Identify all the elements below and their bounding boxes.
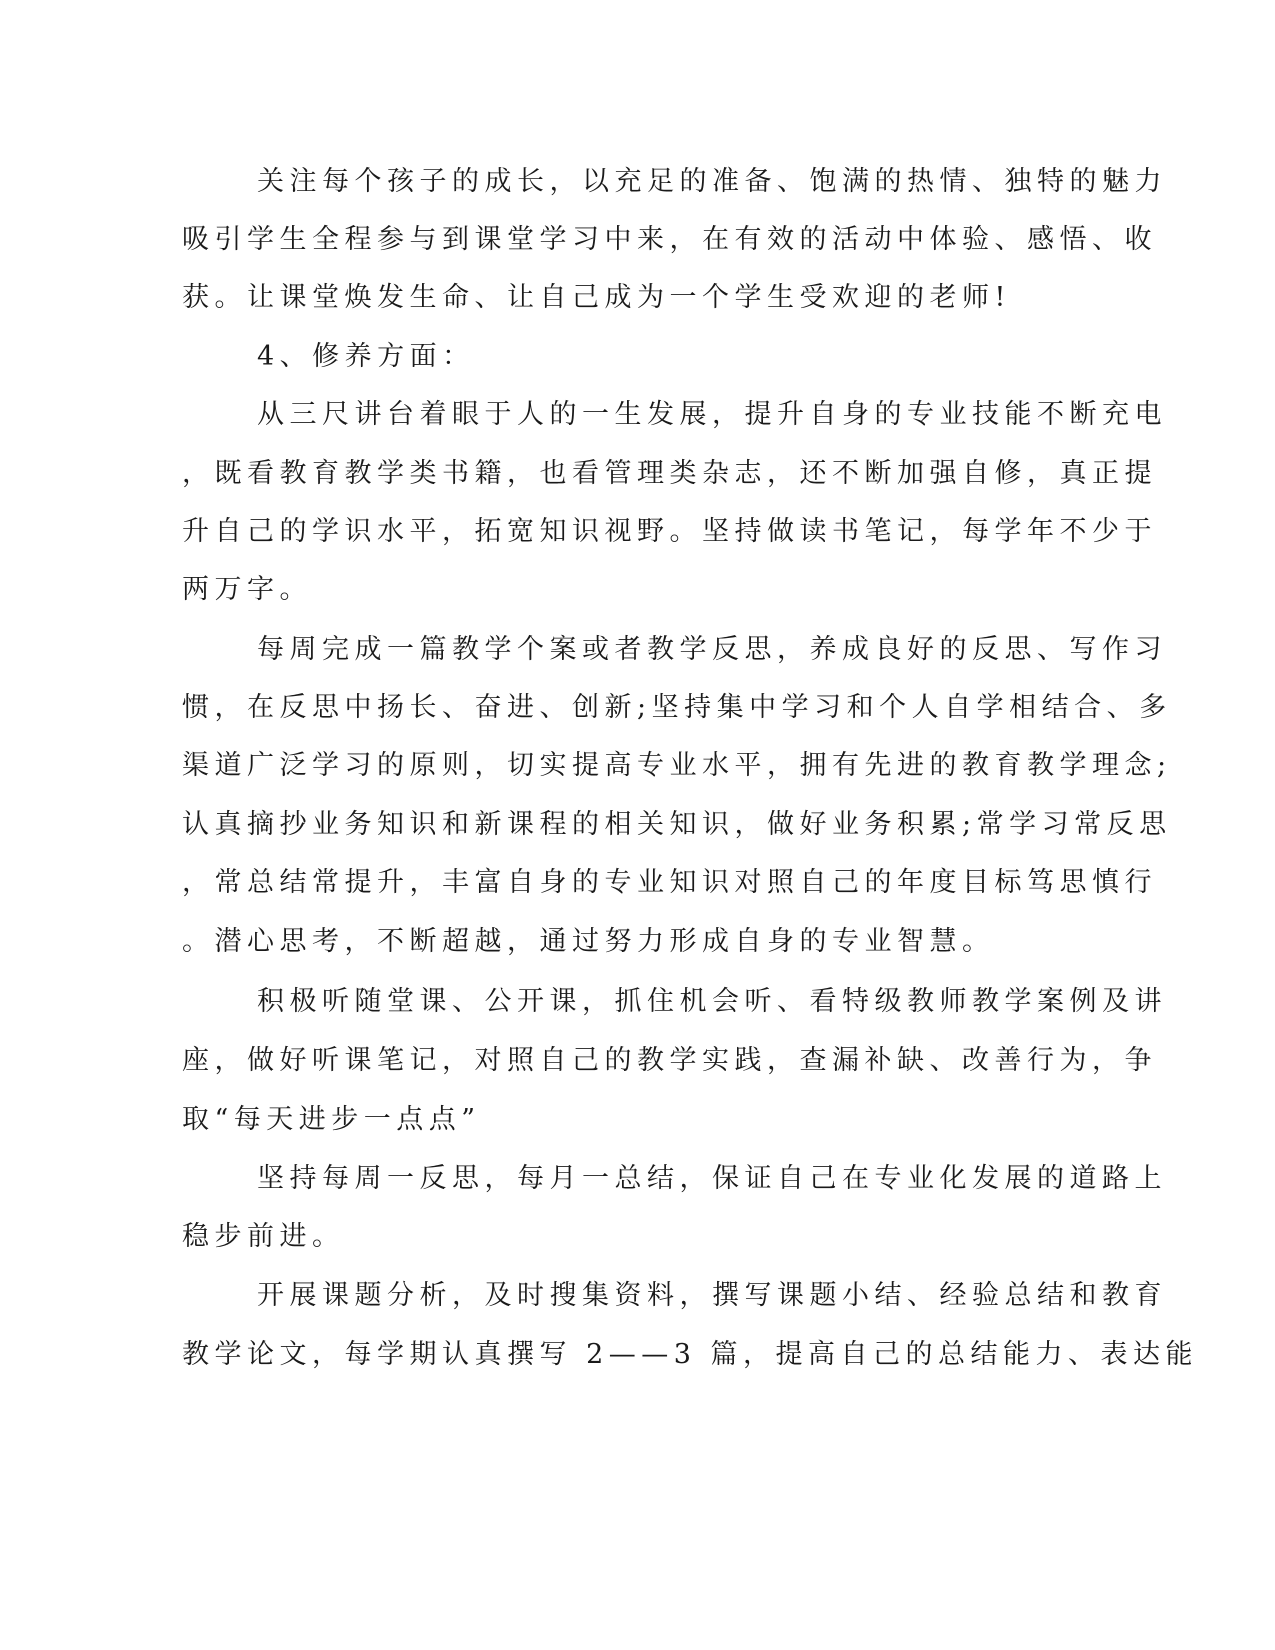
text-line: 。潜心思考，不断超越，通过努力形成自身的专业智慧。 bbox=[182, 926, 995, 957]
text-line: 两万字。 bbox=[182, 574, 312, 605]
text-line: 开展课题分析，及时搜集资料，撰写课题小结、经验总结和教育 bbox=[257, 1280, 1167, 1311]
text-line: ，常总结常提升，丰富自身的专业知识对照自己的年度目标笃思慎行 bbox=[182, 867, 1157, 898]
text-line: 教学论文，每学期认真撰写 2——3 篇，提高自己的总结能力、表达能 bbox=[182, 1339, 1199, 1370]
text-line: 坚持每周一反思，每月一总结，保证自己在专业化发展的道路上 bbox=[257, 1163, 1167, 1194]
section-heading: 4、修养方面： bbox=[257, 341, 475, 372]
text-line: 关注每个孩子的成长，以充足的准备、饱满的热情、独特的魅力 bbox=[257, 166, 1167, 197]
text-line: 升自己的学识水平，拓宽知识视野。坚持做读书笔记，每学年不少于 bbox=[182, 516, 1157, 547]
text-line: 获。让课堂焕发生命、让自己成为一个学生受欢迎的老师! bbox=[182, 282, 1011, 313]
text-line: 惯，在反思中扬长、奋进、创新;坚持集中学习和个人自学相结合、多 bbox=[182, 692, 1172, 723]
text-line: 稳步前进。 bbox=[182, 1221, 345, 1252]
text-line: 座，做好听课笔记，对照自己的教学实践，查漏补缺、改善行为，争 bbox=[182, 1045, 1157, 1076]
text-line: 积极听随堂课、公开课，抓住机会听、看特级教师教学案例及讲 bbox=[257, 986, 1167, 1017]
text-line: 取“每天进步一点点” bbox=[182, 1104, 481, 1135]
text-line: 每周完成一篇教学个案或者教学反思，养成良好的反思、写作习 bbox=[257, 634, 1167, 665]
text-line: ，既看教育教学类书籍，也看管理类杂志，还不断加强自修，真正提 bbox=[182, 458, 1157, 489]
text-line: 渠道广泛学习的原则，切实提高专业水平，拥有先进的教育教学理念; bbox=[182, 750, 1172, 781]
text-line: 吸引学生全程参与到课堂学习中来，在有效的活动中体验、感悟、收 bbox=[182, 224, 1157, 255]
text-line: 认真摘抄业务知识和新课程的相关知识，做好业务积累;常学习常反思 bbox=[182, 809, 1172, 840]
text-line: 从三尺讲台着眼于人的一生发展，提升自身的专业技能不断充电 bbox=[257, 399, 1167, 430]
